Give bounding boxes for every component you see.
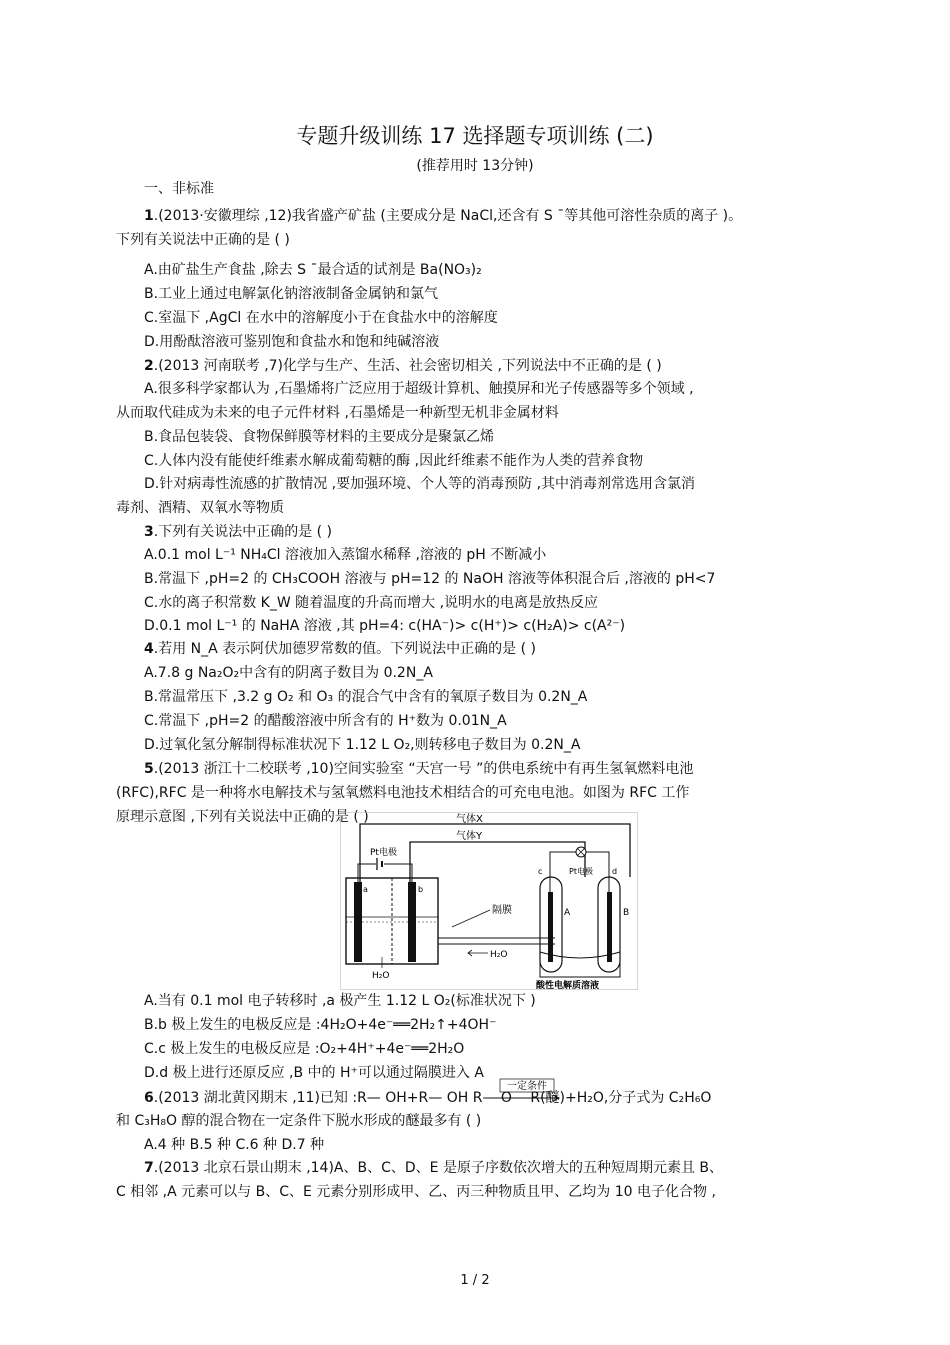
text-line — [144, 1041, 464, 1058]
text-line — [144, 476, 695, 493]
svg-text:d: d — [612, 867, 618, 876]
text-line — [144, 1065, 484, 1082]
text-line — [144, 665, 433, 682]
line-text: 毒剂、酒精、双氧水等物质 — [116, 500, 284, 516]
text-line — [116, 1113, 481, 1130]
line-text: D.用酚酞溶液可鉴别饱和食盐水和饱和纯碱溶液 — [144, 334, 440, 350]
water-left-label: H₂O — [372, 971, 390, 981]
svg-text:b: b — [418, 885, 424, 894]
line-text: A.由矿盐生产食盐 ,除去 S ˉ最合适的试剂是 Ba(NO₃)₂ — [144, 262, 482, 278]
text-line — [144, 1017, 496, 1034]
question-number: 5 — [144, 761, 154, 777]
text-line — [144, 310, 498, 327]
membrane-label: 隔膜 — [492, 905, 512, 916]
rfc-diagram — [340, 812, 638, 990]
line-text: 下列有关说法中正确的是 ( ) — [116, 232, 290, 248]
text-line — [144, 334, 439, 351]
svg-text:c: c — [538, 867, 543, 876]
text-line — [144, 1137, 324, 1154]
electrode-d — [607, 892, 612, 962]
svg-text:A: A — [564, 908, 571, 918]
text-line — [144, 547, 546, 564]
text-line — [116, 405, 559, 422]
text-line — [116, 809, 369, 826]
line-text: A.0.1 mol L⁻¹ NH₄Cl 溶液加入蒸馏水稀释 ,溶液的 pH 不断减小 — [144, 547, 547, 563]
line-text: .(2013 河南联考 ,7)化学与生产、生活、社会密切相关 ,下列说法中不正确的是 ( ) — [153, 358, 662, 374]
line-text: B.工业上通过电解氯化钠溶液制备金属钠和氯气 — [144, 286, 439, 302]
line-text: 从而取代硅成为未来的电子元件材料 ,石墨烯是一种新型无机非金属材料 — [116, 405, 559, 421]
section-heading: 一、非标准 — [144, 181, 214, 197]
line-text: C.c 极上发生的电极反应是 :O₂+4H⁺+4e⁻══2H₂O — [144, 1041, 465, 1057]
question-number: 4 — [144, 641, 154, 657]
question-number: 1 — [144, 208, 154, 224]
line-text: C.常温下 ,pH=2 的醋酸溶液中所含有的 H⁺数为 0.01N_A — [144, 713, 507, 729]
page-title: 专题升级训练 17 选择题专项训练 (二) — [296, 124, 654, 148]
text-line — [144, 713, 507, 730]
line-text: .下列有关说法中正确的是 ( ) — [153, 524, 333, 540]
line-text: A.7.8 g Na₂O₂中含有的阴离子数目为 0.2N_A — [144, 665, 433, 681]
line-text: .若用 N_A 表示阿伏加德罗常数的值。下列说法中正确的是 ( ) — [153, 641, 536, 657]
line-text: 和 C₃H₈O 醇的混合物在一定条件下脱水形成的醚最多有 ( ) — [116, 1113, 482, 1129]
line-text: .(2013 北京石景山期末 ,14)A、B、C、D、E 是原子序数依次增大的五种短周期元素且 B、 — [153, 1160, 724, 1176]
question-number: 2 — [144, 358, 154, 374]
question-number: 6 — [144, 1090, 154, 1106]
line-text: .(2013·安徽理综 ,12)我省盛产矿盐 (主要成分是 NaCl,还含有 S ˉ等其他可溶性杂质的离子 )。 — [153, 208, 743, 224]
question-7-stem — [144, 1160, 723, 1177]
water-arrow-label: H₂O — [490, 950, 508, 960]
text-line — [144, 429, 494, 446]
svg-text:a: a — [363, 885, 368, 894]
question-2-stem — [144, 358, 662, 375]
text-line — [144, 571, 715, 588]
question-number: 7 — [144, 1160, 154, 1176]
line-text: D.0.1 mol L⁻¹ 的 NaHA 溶液 ,其 pH=4: c(HA⁻)> c(H⁺)> c(H₂A)> c(A²⁻) — [144, 618, 626, 634]
line-text: B.食品包装袋、食物保鲜膜等材料的主要成分是聚氯乙烯 — [144, 429, 495, 445]
line-text: B.b 极上发生的电极反应是 :4H₂O+4e⁻══2H₂↑+4OH⁻ — [144, 1017, 497, 1033]
text-line — [144, 993, 536, 1010]
svg-text:B: B — [623, 908, 630, 918]
text-line — [144, 618, 625, 635]
line-text: (RFC),RFC 是一种将水电解技术与氢氧燃料电池技术相结合的可充电电池。如图为 RFC 工作 — [116, 785, 690, 801]
condition-label: 一定条件 — [507, 1081, 547, 1092]
line-text: C.人体内没有能使纤维素水解成葡萄糖的酶 ,因此纤维素不能作为人类的营养食物 — [144, 453, 644, 469]
text-line — [144, 381, 694, 398]
text-line — [144, 595, 598, 612]
page-subtitle: (推荐用时 13分钟) — [416, 158, 534, 174]
line-text: A.很多科学家都认为 ,石墨烯将广泛应用于超级计算机、触摸屏和光子传感器等多个领域 , — [144, 381, 694, 397]
line-text: D.过氧化氢分解制得标准状况下 1.12 L O₂,则转移电子数目为 0.2N_A — [144, 737, 581, 753]
line-text: B.常温常压下 ,3.2 g O₂ 和 O₃ 的混合气中含有的氧原子数目为 0.2N_A — [144, 689, 588, 705]
question-number: 3 — [144, 524, 154, 540]
text-line — [144, 262, 482, 279]
question-1-stem — [144, 208, 742, 225]
text-line — [116, 500, 284, 517]
line-text: D.针对病毒性流感的扩散情况 ,要加强环境、个人等的消毒预防 ,其中消毒剂常选用含氯消 — [144, 476, 696, 492]
line-text: C.水的离子积常数 K_W 随着温度的升高而增大 ,说明水的电离是放热反应 — [144, 595, 599, 611]
electrolyte-label: 酸性电解质溶液 — [536, 981, 600, 990]
gas-y-label: 气体Y — [456, 831, 483, 842]
text-line — [144, 286, 438, 303]
pt-electrode-right-label: Pt电极 — [569, 867, 593, 876]
text-line — [116, 1184, 716, 1201]
text-line — [144, 689, 587, 706]
text-line — [116, 785, 689, 802]
question-5-stem — [144, 761, 693, 778]
electrode-c — [548, 892, 553, 962]
line-text: A.当有 0.1 mol 电子转移时 ,a 极产生 1.12 L O₂(标准状况下 ) — [144, 993, 536, 1009]
line-text: 原理示意图 ,下列有关说法中正确的是 ( ) — [116, 809, 369, 825]
question-3-stem — [144, 524, 332, 541]
text-line — [116, 232, 290, 249]
page-number: 1 / 2 — [460, 1273, 490, 1288]
line-text: A.4 种 B.5 种 C.6 种 D.7 种 — [144, 1137, 325, 1153]
line-text: C.室温下 ,AgCl 在水中的溶解度小于在食盐水中的溶解度 — [144, 310, 498, 326]
question-6-stem — [144, 1090, 711, 1107]
text-line — [144, 737, 580, 754]
reaction-condition-arrow — [492, 1078, 562, 1104]
gas-y-pipe — [410, 842, 585, 882]
pt-electrode-left-label: Pt电极 — [370, 848, 397, 858]
gas-x-label: 气体X — [456, 814, 483, 825]
line-text: D.d 极上进行还原反应 ,B 中的 H⁺可以通过隔膜进入 A — [144, 1065, 484, 1081]
line-text: .(2013 浙江十二校联考 ,10)空间实验室 “天宫一号 ”的供电系统中有再生氢氧燃料电池 — [153, 761, 694, 777]
line-text: B.常温下 ,pH=2 的 CH₃COOH 溶液与 pH=12 的 NaOH 溶液等体积混合后 ,溶液的 pH<7 — [144, 571, 716, 587]
line-text: .(2013 湖北黄冈期末 ,11)已知 :R— OH+R— OH R— O— R(醚)+H₂O,分子式为 C₂H₆O — [153, 1090, 712, 1106]
line-text: C 相邻 ,A 元素可以与 B、C、E 元素分别形成甲、乙、丙三种物质且甲、乙均为 10 电子化合物 , — [116, 1184, 716, 1200]
question-4-stem — [144, 641, 536, 658]
text-line — [144, 453, 643, 470]
